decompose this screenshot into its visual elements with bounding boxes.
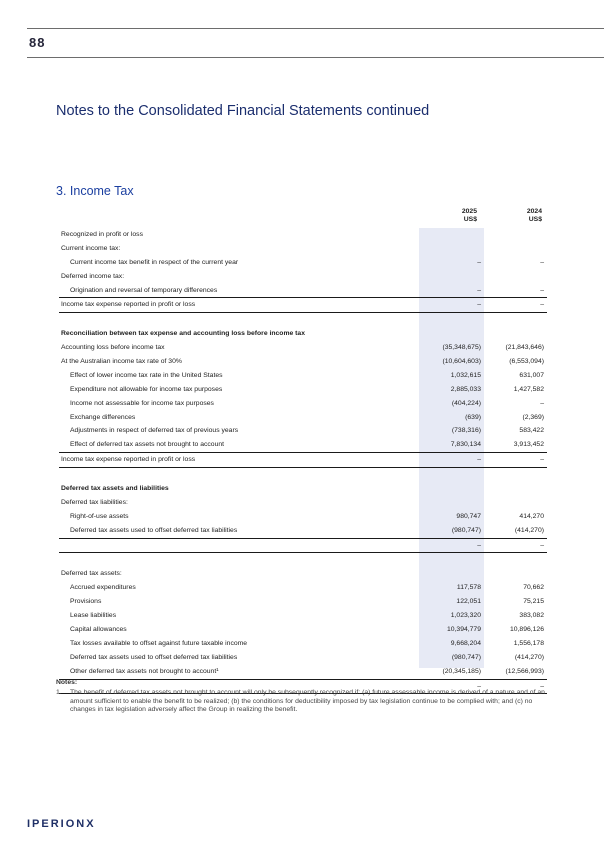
note-number: 1. [56,689,62,696]
value-2024: 1,427,582 [513,385,544,393]
table-row [59,270,547,284]
table-row [59,496,547,510]
note-text: The benefit of deferred tax assets not brought to account will only be subsequently recognized if: (a) future assessable income is derived of a nature and of an amount sufficient to enable the benefit to be realized; (b) the conditions for deductibility imposed by tax legislation continue to be complied with; and (c) no changes in tax legislation adversely affect the Group in realizing the benefit. [70,689,545,714]
value-2025: (20,345,185) [442,667,481,675]
value-2024: 70,662 [523,584,544,592]
value-2024: 383,082 [519,612,544,620]
row-label: Deferred tax assets and liabilities [61,485,169,493]
row-label: Effect of deferred tax assets not brought to account [70,441,225,449]
value-2024: – [540,301,544,309]
value-2024: – [540,258,544,266]
value-2025: 7,830,134 [450,441,481,449]
table-row [59,228,547,242]
value-2025: – [477,541,481,549]
company-logo: IPERIONX [27,818,96,830]
table-row [59,411,547,425]
value-2024: – [540,456,544,464]
table-row [59,397,547,411]
value-2024: (21,843,646) [505,344,544,352]
notes-heading: Notes: [56,679,78,686]
value-2024: – [540,541,544,549]
row-label: Right-of-use assets [70,512,129,520]
table-row [59,438,547,452]
top-rule [27,28,604,29]
row-label: Recognized in profit or loss [61,231,143,238]
value-2025: – [477,286,481,294]
value-2024: – [540,682,544,690]
value-2024: 10,896,126 [509,625,544,633]
value-2024: – [540,286,544,294]
row-label: Deferred tax liabilities: [61,498,128,506]
value-2024: 75,215 [523,598,544,606]
value-2024: 414,270 [519,512,544,520]
table-row [59,355,547,369]
column-header-2025 [417,208,477,224]
table-row [59,623,547,637]
income-tax-table [59,228,547,694]
table-row [59,452,547,468]
row-label: Deferred tax assets used to offset deferred tax liabilities [70,653,238,661]
value-2025: 122,051 [456,598,481,606]
value-2025: – [477,456,481,464]
value-2025: (738,316) [451,427,481,435]
column-unit-2025: US$ [463,216,477,223]
table-row [59,510,547,524]
value-2025: (35,348,675) [442,344,481,352]
value-2025: (980,747) [451,653,481,661]
table-row [59,284,547,298]
row-label: Income not assessable for income tax purposes [70,399,214,407]
page-number: 88 [29,35,46,50]
table-row [59,524,547,538]
table-row [59,256,547,270]
table-row [59,369,547,383]
column-unit-2024: US$ [528,216,542,223]
value-2025: (404,224) [451,399,481,407]
table-row [59,327,547,341]
value-2024: (2,369) [522,413,544,421]
row-label: Other deferred tax assets not brought to account¹ [70,667,219,675]
table-row [59,609,547,623]
value-2025: 117,578 [456,584,481,592]
row-label: Deferred tax assets: [61,570,122,578]
row-label: Lease liabilities [70,612,117,620]
table-row [59,341,547,355]
table-row [59,637,547,651]
table-row [59,538,547,554]
row-label: Current income tax benefit in respect of the current year [70,258,239,266]
value-2024: (6,553,094) [509,358,544,366]
row-label: Deferred tax assets used to offset deferred tax liabilities [70,526,238,534]
value-2025: 1,023,320 [450,612,481,620]
row-label: Adjustments in respect of deferred tax of previous years [70,427,239,435]
row-label: Expenditure not allowable for income tax purposes [70,385,223,393]
value-2025: 1,032,615 [450,371,481,379]
table-row [59,595,547,609]
row-label: Tax losses available to offset against future taxable income [70,639,248,647]
row-label: Deferred income tax: [61,272,125,280]
value-2025: (10,604,603) [442,358,481,366]
table-row [59,424,547,438]
notes-section [56,679,551,715]
table-row [59,567,547,581]
value-2024: 583,422 [519,427,544,435]
table-row [59,468,547,482]
table-row [59,313,547,327]
row-label: Effect of lower income tax rate in the United States [70,371,223,379]
header-rule [27,57,604,58]
table-row [59,242,547,256]
value-2025: 980,747 [456,512,481,520]
value-2024: (12,566,993) [505,667,544,675]
column-year-2024: 2024 [526,208,542,215]
value-2024: 3,913,452 [513,441,544,449]
column-header-2024 [482,208,542,224]
row-label: Income tax expense reported in profit or loss [61,456,196,464]
row-label: Provisions [70,598,102,606]
row-label: Capital allowances [70,625,127,633]
note-heading: 3. Income Tax [56,184,134,198]
row-label: At the Australian income tax rate of 30% [61,358,182,366]
row-label: Income tax expense reported in profit or loss [61,301,196,309]
table-row [59,665,547,679]
value-2025: (980,747) [451,526,481,534]
row-label: Exchange differences [70,413,136,421]
section-title: Notes to the Consolidated Financial Statements continued [56,103,430,119]
value-2024: (414,270) [514,526,544,534]
value-2024: – [540,399,544,407]
table-row [59,383,547,397]
row-label: Accrued expenditures [70,584,136,592]
value-2025: – [477,682,481,690]
value-2024: 1,556,178 [513,639,544,647]
table-row [59,651,547,665]
row-label: Accounting loss before income tax [61,344,165,352]
row-label: Reconciliation between tax expense and accounting loss before income tax [61,330,305,338]
table-row [59,297,547,313]
table-row [59,482,547,496]
value-2024: (414,270) [514,653,544,661]
value-2025: – [477,258,481,266]
table-row [59,581,547,595]
value-2024: 631,007 [519,371,544,379]
value-2025: 9,668,204 [450,639,481,647]
value-2025: – [477,301,481,309]
value-2025: (639) [465,413,481,421]
row-label: Origination and reversal of temporary differences [70,286,218,294]
table-row [59,553,547,567]
row-label: Current income tax: [61,244,121,252]
column-year-2025: 2025 [461,208,477,215]
value-2025: 2,885,033 [450,385,481,393]
value-2025: 10,394,779 [446,625,481,633]
note-item [56,689,551,715]
